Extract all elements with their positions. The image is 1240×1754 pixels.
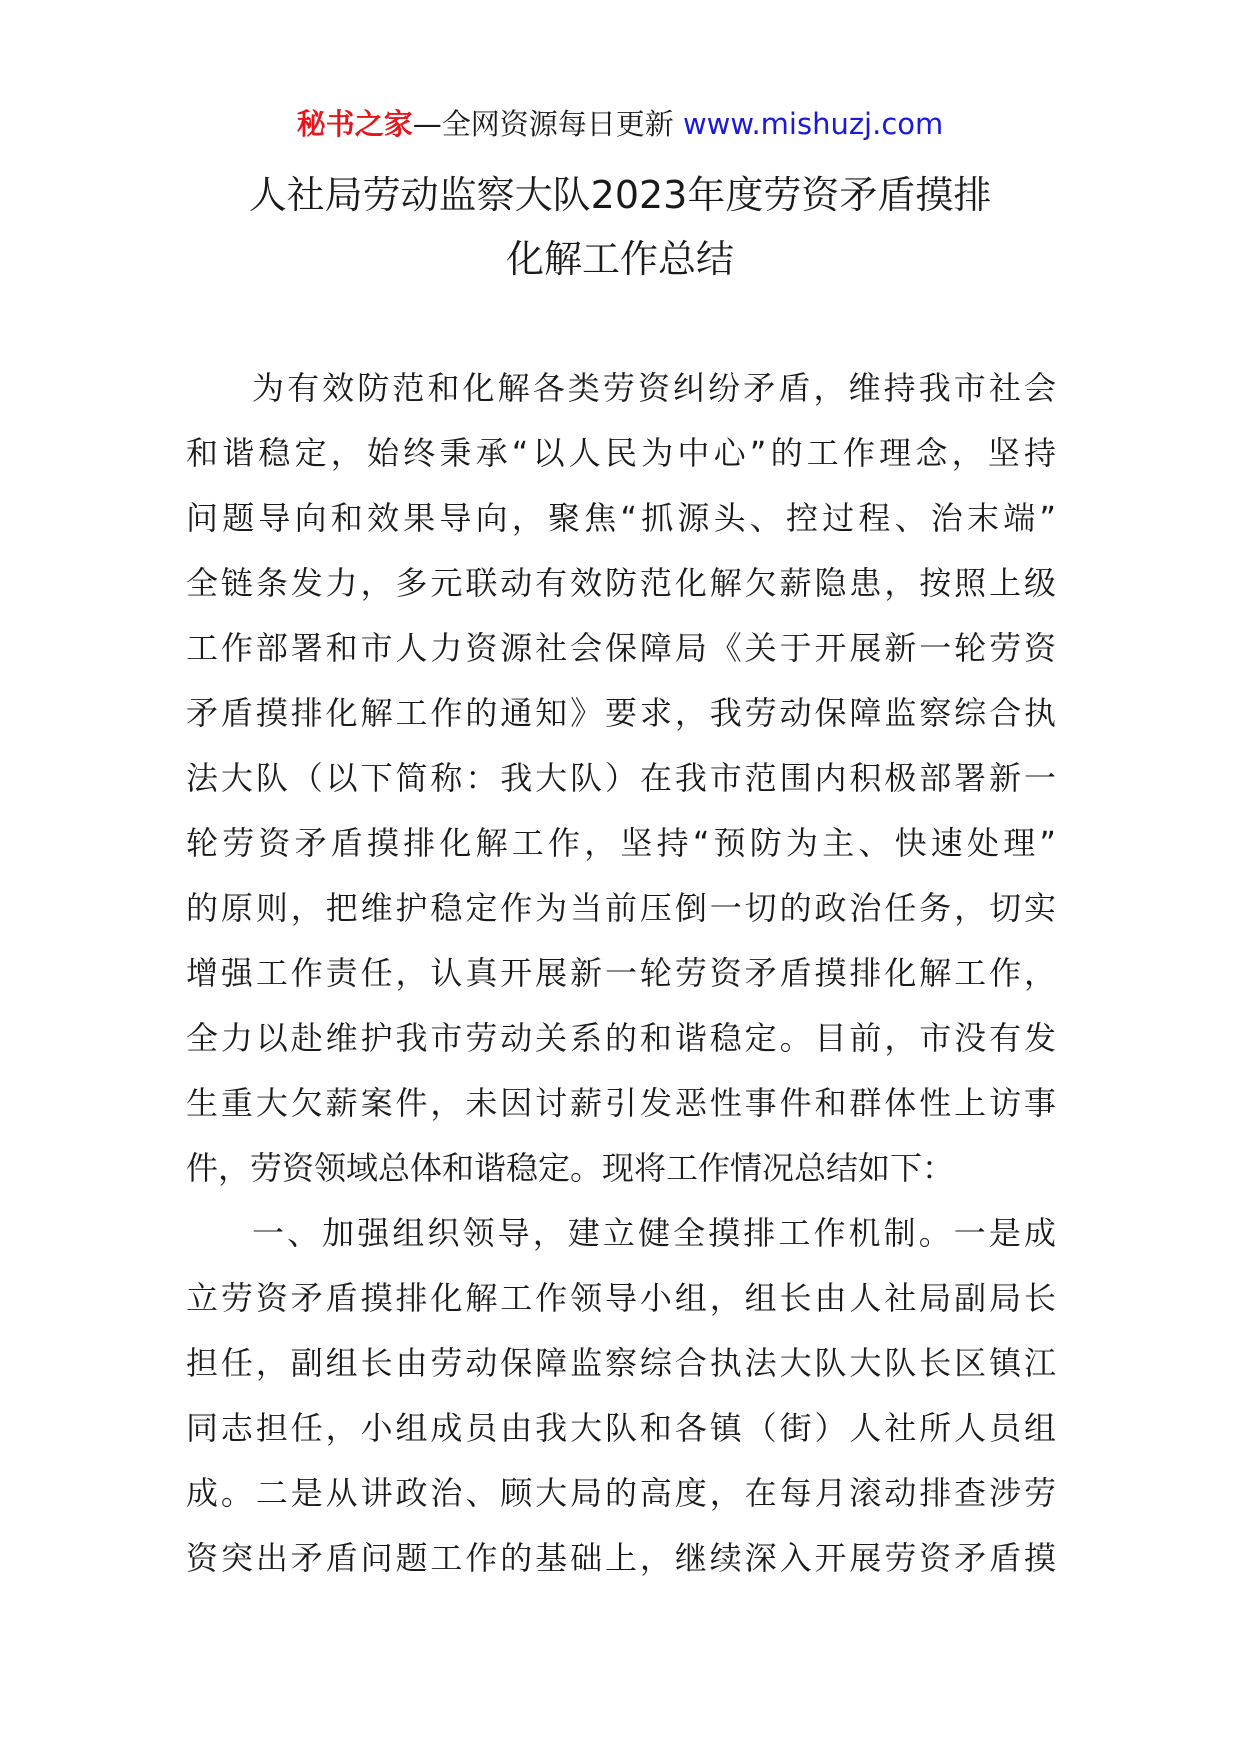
body-line: 轮劳资矛盾摸排化解工作，坚持“预防为主、快速处理” <box>186 824 1056 862</box>
body-line: 资突出矛盾问题工作的基础上，继续深入开展劳资矛盾摸 <box>186 1539 1056 1577</box>
site-banner <box>0 104 1240 144</box>
body-line: 增强工作责任，认真开展新一轮劳资矛盾摸排化解工作， <box>186 954 1056 992</box>
body-line: 为有效防范和化解各类劳资纠纷矛盾，维持我市社会 <box>252 369 1056 407</box>
body-line: 成。二是从讲政治、顾大局的高度，在每月滚动排查涉劳 <box>186 1474 1056 1512</box>
body-line: 全链条发力，多元联动有效防范化解欠薪隐患，按照上级 <box>186 564 1056 602</box>
site-url[interactable]: www.mishuzj.com <box>682 107 944 141</box>
body-line: 工作部署和市人力资源社会保障局《关于开展新一轮劳资 <box>186 629 1056 667</box>
body-line: 立劳资矛盾摸排化解工作领导小组，组长由人社局副局长 <box>186 1279 1056 1317</box>
body-line: 件，劳资领域总体和谐稳定。现将工作情况总结如下： <box>186 1149 955 1187</box>
document-title-line-1: 人社局劳动监察大队2023年度劳资矛盾摸排 <box>248 173 992 217</box>
body-line: 同志担任，小组成员由我大队和各镇（街）人社所人员组 <box>186 1409 1056 1447</box>
document-body <box>186 356 1056 1591</box>
brand-name: 秘书之家 <box>296 107 413 141</box>
brand-slogan: —全网资源每日更新 <box>412 107 674 141</box>
section-heading-line: 一、加强组织领导，建立健全摸排工作机制。一是成 <box>252 1214 1056 1252</box>
body-line: 和谐稳定，始终秉承“以人民为中心”的工作理念，坚持 <box>186 434 1056 472</box>
body-line: 全力以赴维护我市劳动关系的和谐稳定。目前，市没有发 <box>186 1019 1056 1057</box>
body-line: 的原则，把维护稳定作为当前压倒一切的政治任务，切实 <box>186 889 1056 927</box>
document-title-line-2: 化解工作总结 <box>505 237 734 281</box>
body-line: 担任，副组长由劳动保障监察综合执法大队大队长区镇江 <box>186 1344 1056 1382</box>
body-line: 法大队（以下简称：我大队）在我市范围内积极部署新一 <box>186 759 1056 797</box>
body-line: 问题导向和效果导向，聚焦“抓源头、控过程、治末端” <box>186 499 1056 537</box>
body-line: 生重大欠薪案件，未因讨薪引发恶性事件和群体性上访事 <box>186 1084 1056 1122</box>
body-line: 矛盾摸排化解工作的通知》要求，我劳动保障监察综合执 <box>186 694 1056 732</box>
